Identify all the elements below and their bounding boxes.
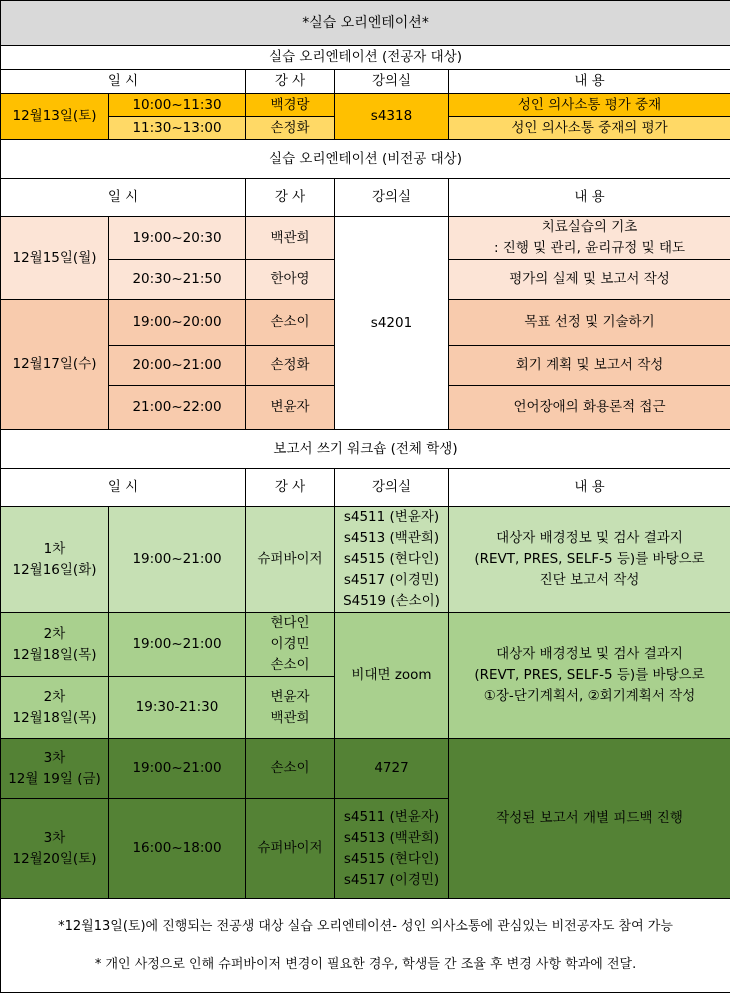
section1-title: 실습 오리엔테이션 (전공자 대상) — [1, 46, 730, 70]
room-item: s4517 (이경민) — [339, 870, 444, 891]
s2-content-line: : 진행 및 관리, 윤리규정 및 태도 — [453, 238, 726, 259]
s2-content: 목표 선정 및 기술하기 — [449, 300, 730, 346]
round-date: 12월18일(목) — [5, 708, 104, 729]
room-item: s4515 (현다인) — [339, 849, 444, 870]
s1-content: 성인 의사소통 평가 중재 — [449, 94, 730, 117]
s3-r2a-time: 19:00~21:00 — [109, 613, 246, 677]
instructor-item: 손소이 — [250, 655, 330, 676]
round-label: 2차 — [5, 624, 104, 645]
s3-r1-date — [1, 507, 109, 613]
round-label: 3차 — [5, 828, 104, 849]
s2-instructor: 변윤자 — [246, 386, 335, 430]
s1-content: 성인 의사소통 중재의 평가 — [449, 117, 730, 140]
s3-r2-content — [449, 613, 730, 739]
s2-instructor: 손소이 — [246, 300, 335, 346]
note-line: *12월13일(토)에 진행되는 전공생 대상 실습 오리엔테이션- 성인 의사소통에 관심있는 비전공자도 참여 가능 — [1, 917, 730, 937]
s2-content: 회기 계획 및 보고서 작성 — [449, 346, 730, 386]
header-instructor: 강 사 — [246, 469, 335, 507]
s3-r3b-time: 16:00~18:00 — [109, 799, 246, 899]
header-content: 내 용 — [449, 179, 730, 217]
s3-r1-instructor: 슈퍼바이저 — [246, 507, 335, 613]
content-line: (REVT, PRES, SELF-5 등)를 바탕으로 — [453, 549, 726, 570]
s3-r1-time: 19:00~21:00 — [109, 507, 246, 613]
s1-room: s4318 — [335, 94, 449, 140]
s3-r3b-date — [1, 799, 109, 899]
room-item: S4519 (손소이) — [339, 591, 444, 612]
s1-instructor: 손정화 — [246, 117, 335, 140]
s2-content-line: 치료실습의 기초 — [453, 217, 726, 238]
page-title: *실습 오리엔테이션* — [1, 1, 730, 46]
room-item: s4517 (이경민) — [339, 570, 444, 591]
s2-day2: 12월17일(수) — [1, 300, 109, 430]
room-item: s4515 (현다인) — [339, 549, 444, 570]
round-label: 3차 — [5, 748, 104, 769]
header-date: 일 시 — [1, 469, 246, 507]
s1-instructor: 백경랑 — [246, 94, 335, 117]
s2-room: s4201 — [335, 217, 449, 430]
header-date: 일 시 — [1, 70, 246, 94]
round-date: 12월16일(화) — [5, 560, 104, 581]
s2-time: 20:00~21:00 — [109, 346, 246, 386]
section3-title: 보고서 쓰기 워크숍 (전체 학생) — [1, 430, 730, 469]
notes — [1, 899, 730, 993]
s2-content: 평가의 실제 및 보고서 작성 — [449, 260, 730, 300]
s2-time: 19:00~20:30 — [109, 217, 246, 260]
s3-r3b-rooms — [335, 799, 449, 899]
header-content: 내 용 — [449, 469, 730, 507]
note-spacer — [1, 937, 730, 955]
s3-r1-rooms — [335, 507, 449, 613]
header-instructor: 강 사 — [246, 179, 335, 217]
content-line: 대상자 배경정보 및 검사 결과지 — [453, 528, 726, 549]
s2-time: 20:30~21:50 — [109, 260, 246, 300]
s2-time: 21:00~22:00 — [109, 386, 246, 430]
room-item: s4511 (변윤자) — [339, 507, 444, 528]
content-line: 대상자 배경정보 및 검사 결과지 — [453, 644, 726, 665]
s3-r3-content: 작성된 보고서 개별 피드백 진행 — [449, 739, 730, 899]
s2-time: 19:00~20:00 — [109, 300, 246, 346]
s3-r2-room: 비대면 zoom — [335, 613, 449, 739]
s3-r3a-instructor: 손소이 — [246, 739, 335, 799]
round-date: 12월18일(목) — [5, 645, 104, 666]
round-date: 12월20일(토) — [5, 849, 104, 870]
content-line: (REVT, PRES, SELF-5 등)를 바탕으로 — [453, 665, 726, 686]
s3-r3b-instructor: 슈퍼바이저 — [246, 799, 335, 899]
room-item: s4513 (백관희) — [339, 528, 444, 549]
instructor-item: 변윤자 — [250, 687, 330, 708]
s2-instructor: 백관희 — [246, 217, 335, 260]
s3-r2b-date — [1, 677, 109, 739]
s2-day1: 12월15일(월) — [1, 217, 109, 300]
s3-r2b-instructors — [246, 677, 335, 739]
header-content: 내 용 — [449, 70, 730, 94]
header-date: 일 시 — [1, 179, 246, 217]
section2-title: 실습 오리엔테이션 (비전공 대상) — [1, 140, 730, 179]
note-line: * 개인 사정으로 인해 슈퍼바이저 변경이 필요한 경우, 학생들 간 조율 후 변경 사항 학과에 전달. — [1, 955, 730, 975]
s2-instructor: 한아영 — [246, 260, 335, 300]
s2-content: 언어장애의 화용론적 접근 — [449, 386, 730, 430]
round-label: 2차 — [5, 687, 104, 708]
instructor-item: 이경민 — [250, 634, 330, 655]
round-date: 12월 19일 (금) — [5, 769, 104, 790]
room-item: s4511 (변윤자) — [339, 807, 444, 828]
s3-r2a-date — [1, 613, 109, 677]
room-item: s4513 (백관희) — [339, 828, 444, 849]
content-line: 진단 보고서 작성 — [453, 570, 726, 591]
s1-date: 12월13일(토) — [1, 94, 109, 140]
header-room: 강의실 — [335, 469, 449, 507]
s2-instructor: 손정화 — [246, 346, 335, 386]
instructor-item: 현다인 — [250, 613, 330, 634]
round-label: 1차 — [5, 539, 104, 560]
s1-time: 10:00~11:30 — [109, 94, 246, 117]
s1-time: 11:30~13:00 — [109, 117, 246, 140]
header-room: 강의실 — [335, 70, 449, 94]
s3-r1-content — [449, 507, 730, 613]
content-line: ①장-단기계획서, ②회기계획서 작성 — [453, 686, 726, 707]
s3-r3a-date — [1, 739, 109, 799]
header-room: 강의실 — [335, 179, 449, 217]
s2-content — [449, 217, 730, 260]
header-instructor: 강 사 — [246, 70, 335, 94]
instructor-item: 백관희 — [250, 708, 330, 729]
s3-r3a-time: 19:00~21:00 — [109, 739, 246, 799]
s3-r3a-room: 4727 — [335, 739, 449, 799]
s3-r2a-instructors — [246, 613, 335, 677]
s3-r2b-time: 19:30-21:30 — [109, 677, 246, 739]
